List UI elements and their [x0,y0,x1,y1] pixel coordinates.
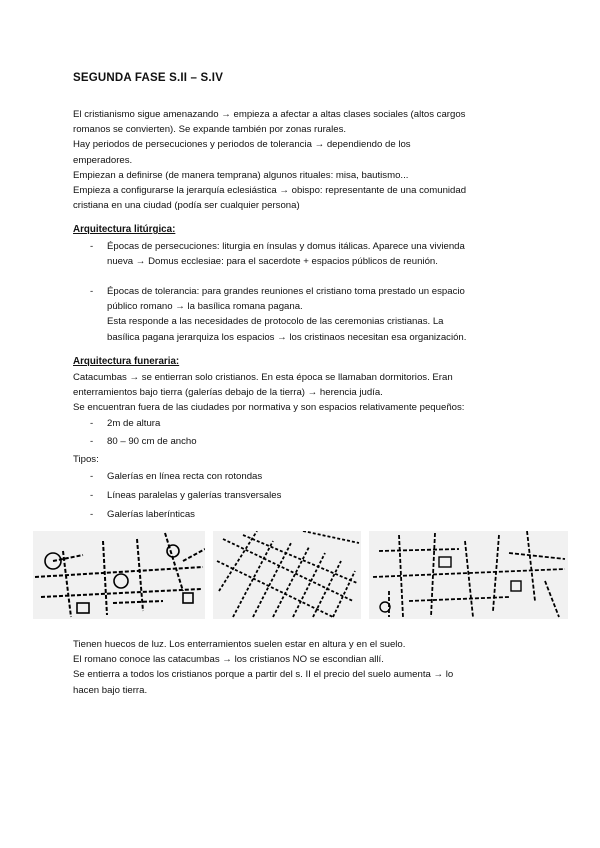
bullet-dash: - [90,471,94,482]
liturgica-heading: Arquitectura litúrgica: [73,224,176,235]
text-line: romanos se convierten). Se expande también por zonas rurales. [73,124,347,136]
text-line: público romano → la basílica romana pagana. [107,301,303,313]
bullet-dash: - [90,241,94,252]
catacomb-plan-straight [33,531,205,619]
closing-paragraph [73,637,543,698]
text-line: Tipos: [73,454,99,465]
text-line: Empieza a configurarse la jerarquía eclesiástica → obispo: representante de una comunidad [73,185,467,197]
text-line: Épocas de tolerancia: para grandes reuniones el cristiano toma prestado un espacio [107,286,465,297]
text-line: El romano conoce las catacumbas → los cristianos NO se escondian allí. [73,654,384,666]
section-title: SEGUNDA FASE S.II – S.IV [73,72,224,84]
text-line: enterramientos bajo tierra (galerías debajo de la tierra) → herencia judía. [73,387,383,399]
text-line: Tienen huecos de luz. Los enterramientos suelen estar en altura y en el suelo. [73,639,406,650]
text-line: Galerías en línea recta con rotondas [107,471,263,482]
funeraria-paragraph [73,370,543,416]
tipos-label [73,452,543,467]
bullet-dash: - [90,490,94,501]
catacomb-plan-labyrinthine [369,531,568,619]
text-line: Se encuentran fuera de las ciudades por normativa y son espacios relativamente pequeños: [73,402,465,414]
text-line: 2m de altura [107,418,161,429]
text-line: cristiana en una ciudad (podía ser cualquier persona) [73,200,300,212]
catacomb-plan-parallel-drawing [213,531,361,619]
text-line: Líneas paralelas y galerías transversales [107,490,282,501]
text-line: Hay periodos de persecuciones y periodos de tolerancia → dependiendo de los [73,139,411,151]
text-line: Esta responde a las necesidades de protocolo de las ceremonias cristianas. La [107,316,444,328]
funeraria-heading: Arquitectura funeraria: [73,356,180,367]
text-line: Galerías laberínticas [107,509,195,520]
text-line: Catacumbas → se entierran solo cristianos. En esta época se llamaban dormitorios. Eran [73,372,453,383]
bullet-dash: - [90,509,94,520]
text-line: Se entierra a todos los cristianos porque a partir del s. II el precio del suelo aumenta → lo [73,669,454,681]
text-line: hacen bajo tierra. [73,684,148,696]
text-line: Empiezan a definirse (de manera temprana) algunos rituales: misa, bautismo... [73,169,409,181]
catacomb-plan-straight-drawing [33,531,205,619]
text-line: 80 – 90 cm de ancho [107,436,197,447]
catacomb-plan-parallel [213,531,361,619]
bullet-dash: - [90,286,94,297]
text-line: basílica pagana jerarquiza los espacios → los cristinaos necesitan esa organización. [107,331,467,343]
bullet-dash: - [90,436,94,447]
catacomb-plan-labyrinthine-drawing [369,531,568,619]
text-line: nueva → Domus ecclesiae: para el sacerdote + espacios públicos de reunión. [107,256,438,268]
intro-paragraph [73,107,543,213]
text-line: El cristianismo sigue amenazando → empieza a afectar a altas clases sociales (altos cargos [73,109,466,120]
text-line: Épocas de persecuciones: liturgia en ínsulas y domus itálicas. Aparece una vivienda [107,241,465,252]
text-line: emperadores. [73,154,133,166]
bullet-dash: - [90,418,94,429]
